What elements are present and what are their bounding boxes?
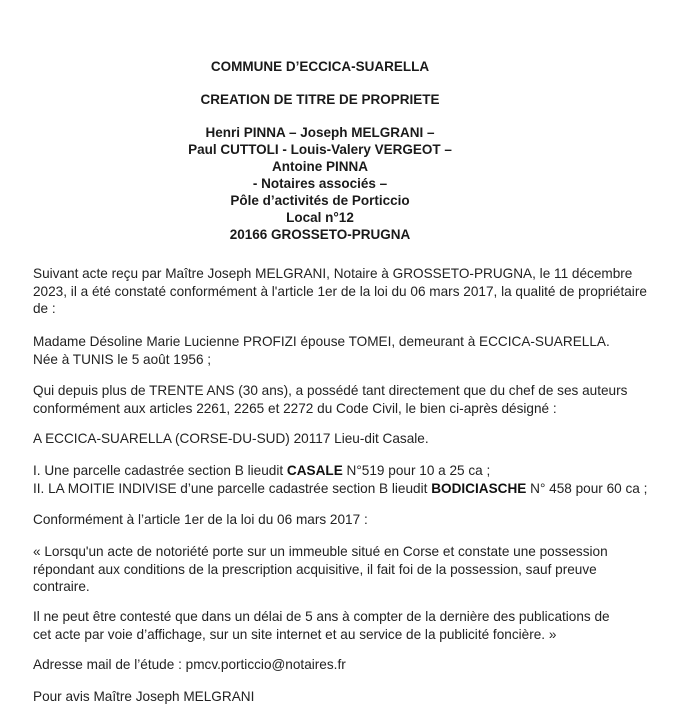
parcel-lieudit: CASALE xyxy=(286,463,343,478)
email-paragraph xyxy=(33,656,673,674)
notice-title-text: CREATION DE TITRE DE PROPRIETE xyxy=(200,92,440,107)
law-quote-paragraph-2 xyxy=(33,608,673,643)
office-location: Pôle d’activités de Porticcio xyxy=(230,193,410,208)
notary-office-block xyxy=(0,124,640,243)
office-postal-city: 20166 GROSSETO-PRUGNA xyxy=(229,227,411,242)
quote1-line-2: répondant aux conditions de la prescription acquisitive, il fait foi de la possession, sauf preuve xyxy=(33,561,597,577)
possession-paragraph xyxy=(33,382,673,417)
owner-line-2: Née à TUNIS le 5 août 1956 ; xyxy=(33,351,212,367)
intro-line-2: 2023, il a été constaté conformément à l'article 1er de la loi du 06 mars 2017, la qualité de propriétaire xyxy=(33,283,647,299)
quote2-line-2: cet acte par voie d’affichage, sur un site internet et au service de la publicité foncière. » xyxy=(33,626,557,642)
notary-names-line-3: Antoine PINNA xyxy=(272,159,368,174)
parcels-list xyxy=(33,462,673,497)
office-local-number: Local n°12 xyxy=(286,210,354,225)
law-reference: Conformément à l’article 1er de la loi du 06 mars 2017 : xyxy=(33,512,368,527)
intro-line-1: Suivant acte reçu par Maître Joseph MELGRANI, Notaire à GROSSETO-PRUGNA, le 11 décembre xyxy=(33,266,633,281)
signature-paragraph xyxy=(33,688,673,706)
owner-line-1: Madame Désoline Marie Lucienne PROFIZI épouse TOMEI, demeurant à ECCICA-SUARELLA. xyxy=(33,334,610,349)
intro-paragraph xyxy=(33,265,673,318)
intro-line-3: de : xyxy=(33,301,56,316)
parcel-suffix: N° 458 pour 60 ca ; xyxy=(526,480,648,496)
commune-name: COMMUNE D’ECCICA-SUARELLA xyxy=(210,59,430,74)
possession-line-1: Qui depuis plus de TRENTE ANS (30 ans), a possédé tant directement que du chef de ses auteurs xyxy=(33,383,628,398)
quote2-line-1: Il ne peut être contesté que dans un délai de 5 ans à compter de la dernière des publications de xyxy=(33,609,610,624)
law-reference-paragraph xyxy=(33,511,673,529)
possession-line-2: conformément aux articles 2261, 2265 et 2272 du Code Civil, le bien ci-après désigné : xyxy=(33,400,557,416)
parcel-prefix: II. LA MOITIE INDIVISE d’une parcelle cadastrée section B lieudit xyxy=(33,480,432,496)
parcel-prefix: I. Une parcelle cadastrée section B lieudit xyxy=(33,463,287,478)
owner-paragraph xyxy=(33,333,673,368)
parcel-suffix: N°519 pour 10 a 25 ca ; xyxy=(342,463,491,478)
property-location: A ECCICA-SUARELLA (CORSE-DU-SUD) 20117 Lieu-dit Casale. xyxy=(33,431,429,446)
email-label: Adresse mail de l’étude : xyxy=(33,657,186,672)
parcel-item xyxy=(33,480,673,498)
notary-names-line-2: Paul CUTTOLI - Louis-Valery VERGEOT – xyxy=(188,142,452,157)
commune-heading xyxy=(0,58,640,75)
email-line xyxy=(33,656,673,674)
notary-associates-label: - Notaires associés – xyxy=(252,176,388,191)
law-quote-paragraph-1 xyxy=(33,543,673,596)
notice-title xyxy=(0,91,640,108)
quote1-line-1: « Lorsqu'un acte de notoriété porte sur un immeuble situé en Corse et constate une possession xyxy=(33,544,608,559)
parcel-lieudit: BODICIASCHE xyxy=(431,480,527,496)
location-paragraph xyxy=(33,430,673,448)
notary-names-line-1: Henri PINNA – Joseph MELGRANI – xyxy=(205,125,435,140)
signature: Pour avis Maître Joseph MELGRANI xyxy=(33,689,255,704)
office-email: pmcv.porticcio@notaires.fr xyxy=(185,657,346,672)
quote1-line-3: contraire. xyxy=(33,579,90,594)
parcel-item xyxy=(33,462,673,480)
